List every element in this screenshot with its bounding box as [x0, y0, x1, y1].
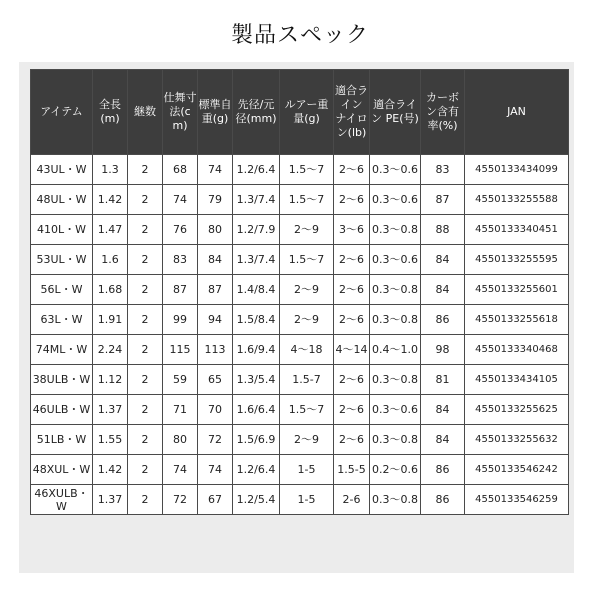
header-tip-butt-diameter: 先径/元径(mm)	[233, 70, 280, 155]
cell-lure-weight: 2〜9	[280, 425, 334, 455]
cell-lure-weight: 2〜9	[280, 275, 334, 305]
cell-pieces: 2	[128, 335, 163, 365]
cell-closed-length: 74	[163, 455, 198, 485]
header-row	[31, 70, 569, 155]
cell-length: 1.55	[93, 425, 128, 455]
cell-diameter: 1.4/8.4	[233, 275, 280, 305]
cell-item: 48UL・W	[31, 185, 93, 215]
cell-weight: 94	[198, 305, 233, 335]
cell-weight: 87	[198, 275, 233, 305]
cell-line-pe: 0.2〜0.6	[370, 455, 421, 485]
cell-closed-length: 115	[163, 335, 198, 365]
header-carbon: カーボン含有率(%)	[421, 70, 465, 155]
header-item: アイテム	[31, 70, 93, 155]
cell-closed-length: 59	[163, 365, 198, 395]
cell-line-pe: 0.3〜0.6	[370, 395, 421, 425]
cell-jan: 4550133546242	[465, 455, 569, 485]
cell-closed-length: 74	[163, 185, 198, 215]
cell-weight: 74	[198, 455, 233, 485]
cell-length: 1.68	[93, 275, 128, 305]
cell-item: 48XUL・W	[31, 455, 93, 485]
cell-closed-length: 83	[163, 245, 198, 275]
cell-item: 410L・W	[31, 215, 93, 245]
cell-line-pe: 0.3〜0.8	[370, 365, 421, 395]
cell-pieces: 2	[128, 155, 163, 185]
cell-weight: 74	[198, 155, 233, 185]
cell-lure-weight: 1.5-7	[280, 365, 334, 395]
cell-pieces: 2	[128, 455, 163, 485]
cell-carbon: 81	[421, 365, 465, 395]
cell-pieces: 2	[128, 395, 163, 425]
spec-table	[30, 69, 569, 515]
cell-jan: 4550133340451	[465, 215, 569, 245]
cell-item: 46ULB・W	[31, 395, 93, 425]
cell-item: 51LB・W	[31, 425, 93, 455]
cell-carbon: 84	[421, 395, 465, 425]
header-line-pe: 適合ライン PE(号)	[370, 70, 421, 155]
cell-line-pe: 0.3〜0.6	[370, 245, 421, 275]
cell-closed-length: 76	[163, 215, 198, 245]
cell-lure-weight: 2〜9	[280, 215, 334, 245]
cell-weight: 67	[198, 485, 233, 515]
cell-jan: 4550133255588	[465, 185, 569, 215]
cell-lure-weight: 1.5〜7	[280, 395, 334, 425]
cell-lure-weight: 4〜18	[280, 335, 334, 365]
cell-line-nylon: 2〜6	[334, 185, 370, 215]
table-row	[31, 425, 569, 455]
cell-line-nylon: 4〜14	[334, 335, 370, 365]
header-line-nylon: 適合ライン ナイロン(lb)	[334, 70, 370, 155]
cell-diameter: 1.2/5.4	[233, 485, 280, 515]
table-row	[31, 335, 569, 365]
cell-jan: 4550133434105	[465, 365, 569, 395]
table-row	[31, 155, 569, 185]
cell-jan: 4550133255601	[465, 275, 569, 305]
cell-diameter: 1.5/6.9	[233, 425, 280, 455]
cell-pieces: 2	[128, 305, 163, 335]
cell-line-nylon: 2-6	[334, 485, 370, 515]
cell-line-nylon: 2〜6	[334, 395, 370, 425]
table-row	[31, 215, 569, 245]
cell-carbon: 86	[421, 485, 465, 515]
cell-line-nylon: 3〜6	[334, 215, 370, 245]
cell-jan: 4550133255595	[465, 245, 569, 275]
cell-diameter: 1.6/6.4	[233, 395, 280, 425]
cell-diameter: 1.3/7.4	[233, 185, 280, 215]
cell-pieces: 2	[128, 425, 163, 455]
cell-length: 1.6	[93, 245, 128, 275]
cell-weight: 72	[198, 425, 233, 455]
cell-length: 1.3	[93, 155, 128, 185]
cell-line-pe: 0.3〜0.8	[370, 215, 421, 245]
cell-closed-length: 71	[163, 395, 198, 425]
cell-item: 46XULB・W	[31, 485, 93, 515]
page-title: 製品スペック	[230, 23, 369, 48]
cell-carbon: 86	[421, 455, 465, 485]
cell-lure-weight: 1.5〜7	[280, 155, 334, 185]
cell-item: 56L・W	[31, 275, 93, 305]
table-row	[31, 365, 569, 395]
cell-carbon: 98	[421, 335, 465, 365]
cell-line-pe: 0.3〜0.8	[370, 305, 421, 335]
table-row	[31, 395, 569, 425]
header-weight: 標準自重(g)	[198, 70, 233, 155]
header-lure-weight: ルアー重量(g)	[280, 70, 334, 155]
cell-line-pe: 0.4〜1.0	[370, 335, 421, 365]
cell-diameter: 1.2/6.4	[233, 155, 280, 185]
cell-lure-weight: 1-5	[280, 485, 334, 515]
cell-line-nylon: 2〜6	[334, 245, 370, 275]
table-row	[31, 245, 569, 275]
cell-weight: 84	[198, 245, 233, 275]
cell-line-nylon: 2〜6	[334, 305, 370, 335]
cell-lure-weight: 1-5	[280, 455, 334, 485]
cell-line-pe: 0.3〜0.8	[370, 425, 421, 455]
cell-length: 1.47	[93, 215, 128, 245]
cell-jan: 4550133255618	[465, 305, 569, 335]
cell-weight: 65	[198, 365, 233, 395]
cell-line-nylon: 2〜6	[334, 365, 370, 395]
cell-carbon: 84	[421, 275, 465, 305]
cell-line-nylon: 1.5-5	[334, 455, 370, 485]
cell-length: 1.42	[93, 185, 128, 215]
cell-weight: 113	[198, 335, 233, 365]
cell-carbon: 86	[421, 305, 465, 335]
table-row	[31, 455, 569, 485]
cell-pieces: 2	[128, 485, 163, 515]
cell-closed-length: 80	[163, 425, 198, 455]
cell-carbon: 87	[421, 185, 465, 215]
cell-lure-weight: 1.5〜7	[280, 185, 334, 215]
cell-length: 1.42	[93, 455, 128, 485]
table-row	[31, 275, 569, 305]
cell-closed-length: 72	[163, 485, 198, 515]
cell-pieces: 2	[128, 245, 163, 275]
cell-item: 38ULB・W	[31, 365, 93, 395]
cell-weight: 80	[198, 215, 233, 245]
cell-jan: 4550133255625	[465, 395, 569, 425]
cell-jan: 4550133255632	[465, 425, 569, 455]
cell-diameter: 1.2/6.4	[233, 455, 280, 485]
cell-lure-weight: 2〜9	[280, 305, 334, 335]
cell-line-pe: 0.3〜0.8	[370, 485, 421, 515]
header-pieces: 継数	[128, 70, 163, 155]
cell-diameter: 1.3/7.4	[233, 245, 280, 275]
cell-line-pe: 0.3〜0.6	[370, 185, 421, 215]
cell-carbon: 83	[421, 155, 465, 185]
cell-item: 74ML・W	[31, 335, 93, 365]
header-closed-length: 仕舞寸法(cm)	[163, 70, 198, 155]
cell-jan: 4550133340468	[465, 335, 569, 365]
cell-line-pe: 0.3〜0.6	[370, 155, 421, 185]
cell-pieces: 2	[128, 365, 163, 395]
header-jan: JAN	[465, 70, 569, 155]
table-row	[31, 185, 569, 215]
cell-length: 1.12	[93, 365, 128, 395]
cell-item: 43UL・W	[31, 155, 93, 185]
cell-closed-length: 68	[163, 155, 198, 185]
cell-item: 63L・W	[31, 305, 93, 335]
cell-length: 1.37	[93, 485, 128, 515]
cell-diameter: 1.6/9.4	[233, 335, 280, 365]
cell-weight: 79	[198, 185, 233, 215]
cell-length: 1.91	[93, 305, 128, 335]
cell-diameter: 1.3/5.4	[233, 365, 280, 395]
table-row	[31, 485, 569, 515]
cell-jan: 4550133434099	[465, 155, 569, 185]
cell-carbon: 88	[421, 215, 465, 245]
cell-length: 2.24	[93, 335, 128, 365]
table-row	[31, 305, 569, 335]
cell-closed-length: 99	[163, 305, 198, 335]
cell-pieces: 2	[128, 215, 163, 245]
cell-length: 1.37	[93, 395, 128, 425]
cell-diameter: 1.5/8.4	[233, 305, 280, 335]
cell-carbon: 84	[421, 245, 465, 275]
cell-line-nylon: 2〜6	[334, 275, 370, 305]
header-length: 全長(m)	[93, 70, 128, 155]
cell-diameter: 1.2/7.9	[233, 215, 280, 245]
cell-pieces: 2	[128, 185, 163, 215]
cell-lure-weight: 1.5〜7	[280, 245, 334, 275]
cell-line-nylon: 2〜6	[334, 425, 370, 455]
cell-line-nylon: 2〜6	[334, 155, 370, 185]
cell-item: 53UL・W	[31, 245, 93, 275]
cell-weight: 70	[198, 395, 233, 425]
cell-closed-length: 87	[163, 275, 198, 305]
cell-jan: 4550133546259	[465, 485, 569, 515]
cell-carbon: 84	[421, 425, 465, 455]
cell-line-pe: 0.3〜0.8	[370, 275, 421, 305]
cell-pieces: 2	[128, 275, 163, 305]
